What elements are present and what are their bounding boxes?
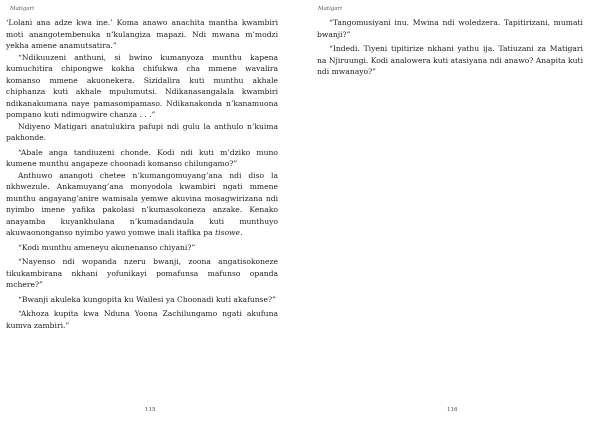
- paragraph: “Nayenso ndi wopanda nzeru bwanji, zoona angatisokoneze tikukambirana nkhani yofunikayi pomafunsa mafunso opanda mchere?”: [6, 257, 278, 289]
- paragraph: “Tangomusiyani inu. Mwina ndi woledzera. Tapitirizani, mumati bwanji?”: [317, 18, 583, 39]
- page-body: [6, 17, 278, 331]
- italic-word: tisowe: [215, 228, 241, 237]
- paragraph: “Indedi. Tiyeni tipitirize nkhani yathu ija. Tatiuzani za Matigari na Njiruungi. Kodi analowera kuti atasiyana ndi anawo? Anapita kuti ndi mwanayo?”: [317, 44, 583, 76]
- paragraph: “Abale anga tandiuzeni chonde. Kodi ndi kuti m’dziko muno kumene munthu angapeze choonadi komanso chilungamo?”: [6, 147, 278, 168]
- page-number: 115: [145, 407, 156, 413]
- paragraph: ‘Lolani ana adze kwa ine.’ Koma anawo anachita mantha kwambiri moti anangotembenuka n’kulangiza mapazi. Ndi mwana m’modzi yekha amene anamutsatira.”: [6, 18, 278, 50]
- paragraph-text: .: [240, 228, 243, 237]
- paragraph: “Bwanji akuleka kungopita ku Wailesi ya Choonadi kuti akafunse?”: [18, 294, 277, 304]
- paragraph: Ndiyeno Matigari anatulukira pafupi ndi gulu la anthulo n’kuima pakhonde.: [6, 121, 278, 142]
- running-head: Matigari: [10, 6, 35, 12]
- paragraph: [6, 170, 278, 239]
- right-page: [300, 0, 600, 424]
- paragraph: “Akhoza kupita kwa Nduna Yoona Zachilungamo ngati akufuna kumva zambiri.”: [6, 309, 278, 330]
- page-number: 116: [447, 407, 458, 413]
- page-body: [317, 17, 583, 78]
- running-head: Matigari: [318, 6, 343, 12]
- paragraph: “Ndikuuzeni anthuni, si bwino kumanyoza munthu kapena kumuchitira chipongwe kokha chifukwa cha mmene wavalira komanso mmene akuonekera. Sizidalira kuti munthu akhale chiphanza kuti akhale mpulumutsi. Ndikanasangalala kwambiri ndikanakumana naye pamasompamaso. Ndikanakonda n’kanamuona pompano kuti ndimugwire chanza . . .”: [6, 52, 278, 119]
- paragraph: “Kodi munthu ameneyu akunenanso chiyani?”: [18, 242, 196, 252]
- paragraph-text: Anthuwo anangoti chetee n’kumangomuyang’ana ndi diso la nkhwezule. Ankamuyang’ana monyodola kwambiri ngati mmene munthu angayang’anire wamisala yemwe akuvina mosagwirizana ndi nyimbo imene yafika pakolasi n’kumasokoneza anzake. Kenako anayamba kuyankhulana n’kumadandaula kuti munthuyo akuwaononganso nyimbo yawo yomwe inali itafika pa: [6, 170, 278, 237]
